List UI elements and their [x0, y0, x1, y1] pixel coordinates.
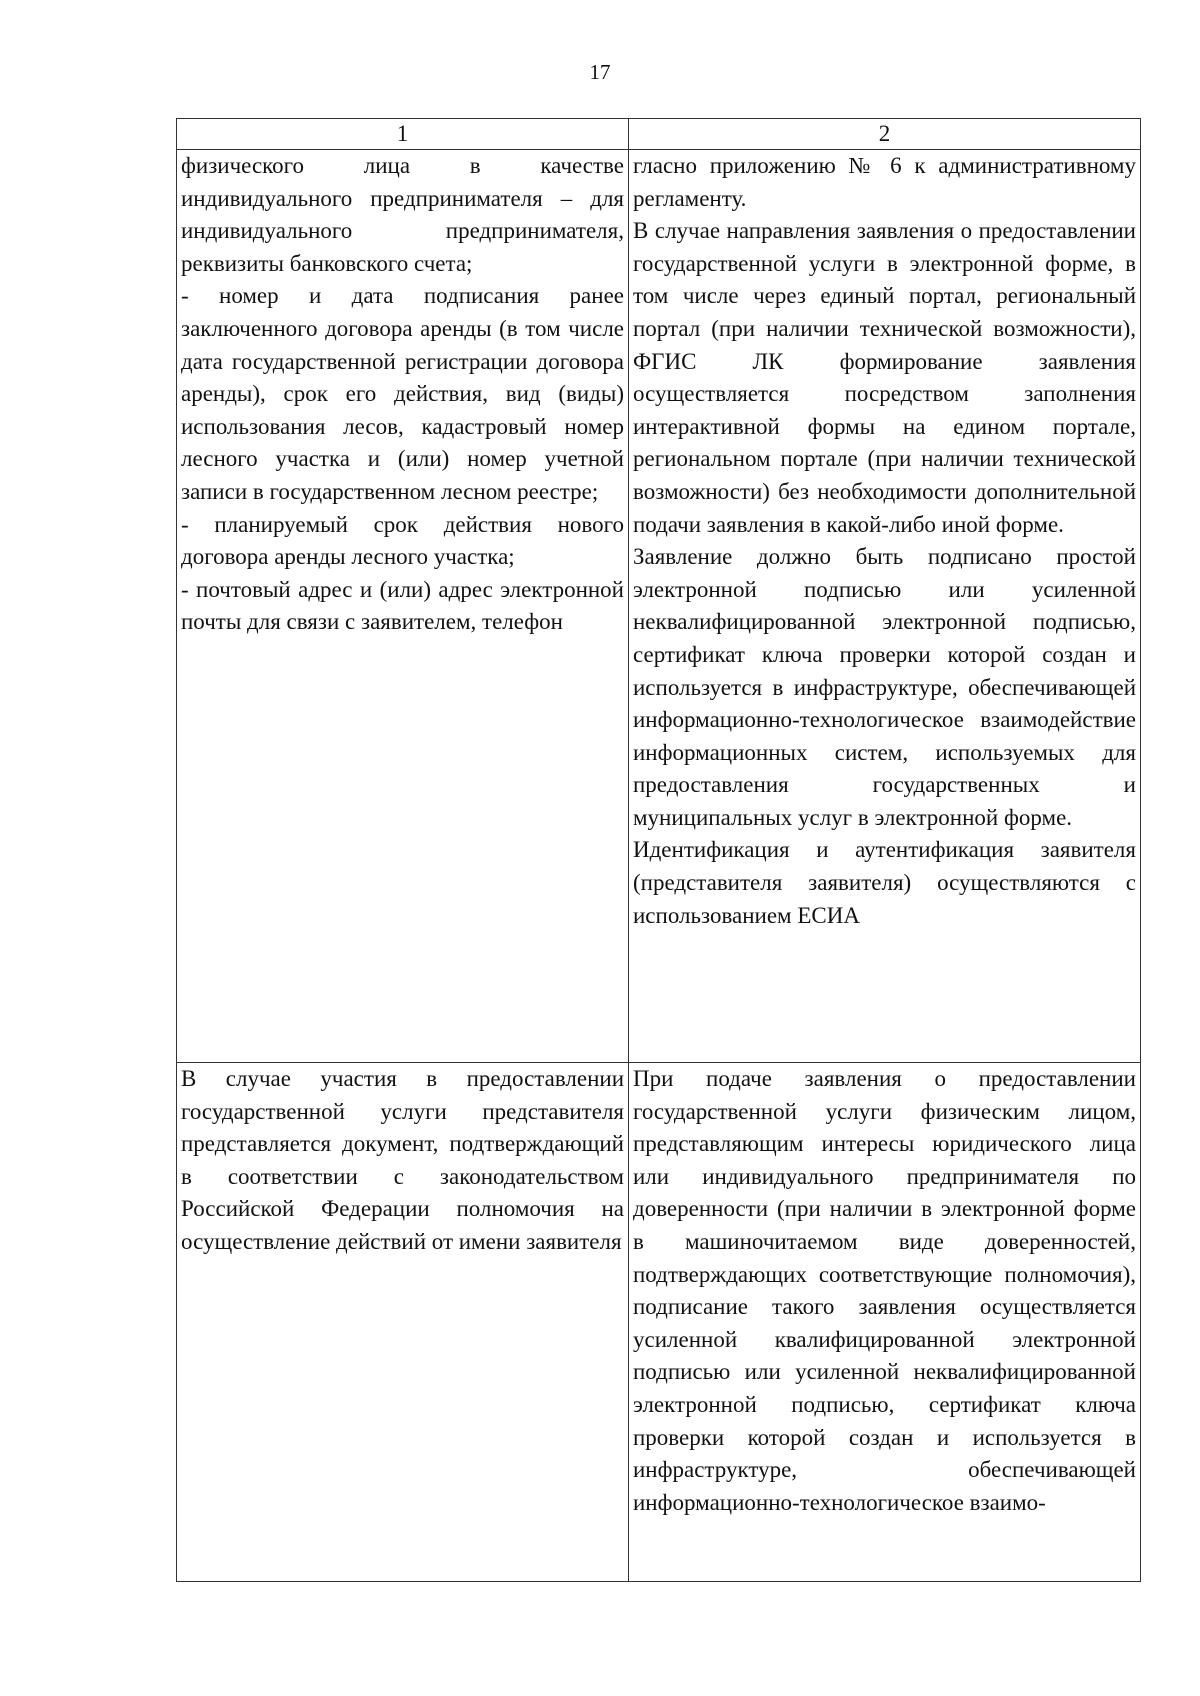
cell-paragraph: Заявление должно быть подписано простой электронной подписью или усиленной неквалифицированной электронной подписью, сертификат ключа проверки которой создан и используется в инфраструктуре, обеспечивающей информационно-технологическое взаимодействие информационных систем, используемых для предоставления государственных и муниципальных услуг в электронной форме. — [633, 544, 1136, 830]
cell-paragraph: В случае направления заявления о предоставлении государственной услуги в электронной форме, в том числе через единый портал, региональный портал (при наличии технической возможности), ФГИС ЛК формирование заявления осуществляется посредством заполнения интерактивной формы на едином портале, региональном портале (при наличии технической возможности) без необходимости дополнительной подачи заявления в какой-либо иной форме. — [633, 218, 1136, 537]
table-cell-col2 — [629, 150, 1141, 1063]
cell-paragraph: В случае участия в предоставлении государственной услуги представителя представляется документ, подтверждающий в соответствии с законодательством Российской Федерации полномочия на осуществление действий от имени заявителя — [181, 1066, 624, 1254]
table-row — [177, 1063, 1141, 1582]
cell-paragraph: При подаче заявления о предоставлении государственной услуги физическим лицом, представляющим интересы юридического лица или индивидуального предпринимателя по доверенности (при наличии в электронной форме в машиночитаемом виде доверенностей, подтверждающих соответствующие полномочия), подписание такого заявления осуществляется усиленной квалифицированной электронной подписью или усиленной неквалифицированной электронной подписью, сертификат ключа проверки которой создан и используется в инфраструктуре, обеспечивающей информационно-технологическое взаимо- — [633, 1066, 1136, 1515]
column-header-2: 2 — [629, 119, 1141, 150]
cell-paragraph: - почтовый адрес и (или) адрес электронной почты для связи с заявителем, телефон — [181, 576, 624, 635]
cell-paragraph: - номер и дата подписания ранее заключенного договора аренды (в том числе дата государственной регистрации договора аренды), срок его действия, вид (виды) использования лесов, кадастровый номер лесного участка и (или) номер учетной записи в государственном лесном реестре; — [181, 283, 624, 504]
cell-paragraph: - планируемый срок действия нового договора аренды лесного участка; — [181, 511, 624, 570]
table-cell-col1 — [177, 150, 629, 1063]
column-header-1: 1 — [177, 119, 629, 150]
table-header-row — [177, 119, 1141, 150]
cell-paragraph: Идентификация и аутентификация заявителя (представителя заявителя) осуществляются с использованием ЕСИА — [633, 837, 1136, 928]
table-cell-col2 — [629, 1063, 1141, 1582]
cell-paragraph: физического лица в качестве индивидуального предпринимателя – для индивидуального предпринимателя, реквизиты банковского счета; — [181, 153, 624, 276]
cell-paragraph: гласно приложению № 6 к административному регламенту. — [633, 153, 1136, 211]
document-table — [176, 118, 1141, 1582]
table-row — [177, 150, 1141, 1063]
table-cell-col1 — [177, 1063, 629, 1582]
page-number: 17 — [589, 60, 611, 84]
